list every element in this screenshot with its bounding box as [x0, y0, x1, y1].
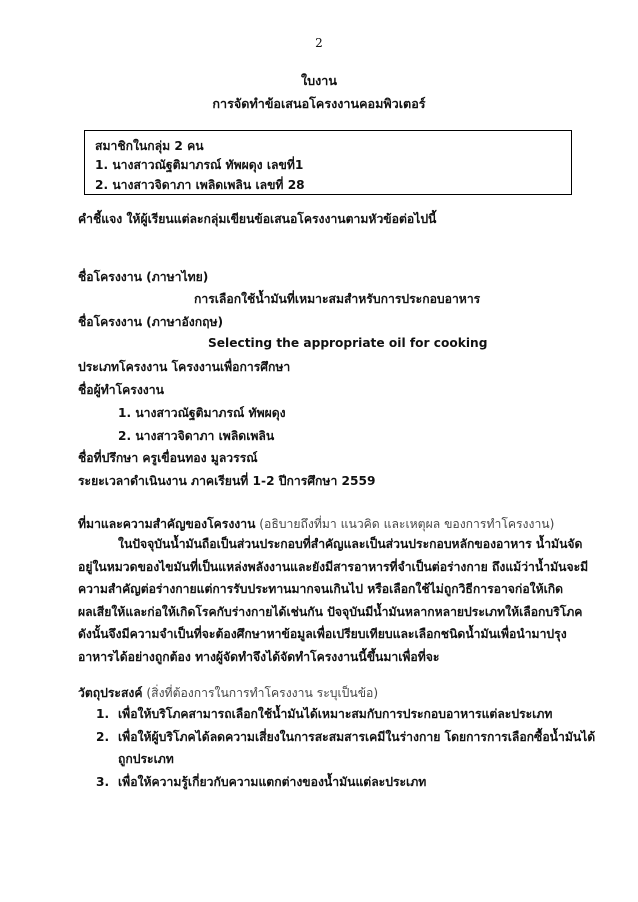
group-member-1: 1. นางสาวณัฐติมาภรณ์ ทัพผดุง เลขที่1 [95, 158, 304, 172]
objective-item [96, 771, 576, 794]
objectives-heading [78, 684, 378, 703]
background-line: ดังนั้นจึงมีความจำเป็นที่จะต้องศึกษาหาข้อมูลเพื่อเปรียบเทียบและเลือกชนิดน้ำมันเพื่อนำมาปรุง [78, 627, 567, 642]
objective-text: เพื่อให้บริโภคสามารถเลือกใช้น้ำมันได้เหมาะสมกับการประกอบอาหารแต่ละประเภท [118, 707, 553, 721]
instruction-text: คำชี้แจง ให้ผู้เรียนแต่ละกลุ่มเขียนข้อเสนอโครงงานตามหัวข้อต่อไปนี้ [78, 212, 437, 226]
background-line: อาหารได้อย่างถูกต้อง ทางผู้จัดทำจึงได้จัดทำโครงงานนี้ขึ้นมาเพื่อที่จะ [78, 649, 440, 664]
page-number: 2 [315, 36, 323, 50]
objective-item [96, 703, 576, 726]
group-members-label: สมาชิกในกลุ่ม 2 คน [95, 139, 204, 153]
objective-text: เพื่อให้ผู้บริโภคได้ลดความเสี่ยงในการสะสมสารเคมีในร่างกาย โดยการการเลือกซื้อน้ำมันได้ [118, 729, 596, 744]
worksheet-subtitle: การจัดทำข้อเสนอโครงงานคอมพิวเตอร์ [212, 96, 426, 111]
background-paragraph [78, 533, 589, 669]
project-name-th-label: ชื่อโครงงาน (ภาษาไทย) [78, 270, 209, 284]
background-label: ที่มาและความสำคัญของโครงงาน [78, 517, 256, 531]
objectives-label: วัตถุประสงค์ [78, 686, 143, 700]
objective-text: ถูกประเภท [118, 752, 174, 767]
background-heading [78, 515, 554, 534]
project-name-th-value: การเลือกใช้น้ำมันที่เหมาะสมสำหรับการประกอบอาหาร [194, 292, 481, 306]
objective-number: 1. [96, 707, 110, 721]
author-1: 1. นางสาวณัฐติมาภรณ์ ทัพผดุง [118, 406, 286, 420]
duration: ระยะเวลาดำเนินงาน ภาคเรียนที่ 1-2 ปีการศึกษา 2559 [78, 474, 376, 488]
objectives-hint: (สิ่งที่ต้องการในการทำโครงงาน ระบุเป็นข้อ) [142, 686, 379, 700]
background-hint: (อธิบายถึงที่มา แนวคิด และเหตุผล ของการทำโครงงาน) [255, 517, 555, 531]
background-line: ความสำคัญต่อร่างกายแต่การรับประทานมากจนเกินไป หรือเลือกใช้ไม่ถูกวิธีการอาจก่อให้เกิด [78, 582, 564, 597]
project-name-en-value: Selecting the appropriate oil for cooking [208, 336, 488, 350]
objectives-list [96, 703, 596, 793]
project-name-en-label: ชื่อโครงงาน (ภาษาอังกฤษ) [78, 315, 224, 329]
advisor: ชื่อที่ปรึกษา ครูเขื่อนทอง มูลวรรณ์ [78, 451, 258, 465]
group-members-box [84, 130, 572, 195]
objective-number: 2. [96, 729, 110, 744]
authors-label: ชื่อผู้ทำโครงงาน [78, 383, 164, 397]
worksheet-title: ใบงาน [301, 73, 337, 88]
author-2: 2. นางสาวจิดาภา เพลิดเพลิน [118, 429, 275, 443]
objective-number: 3. [96, 774, 110, 789]
objective-item [96, 726, 596, 771]
project-type: ประเภทโครงงาน โครงงานเพื่อการศึกษา [78, 360, 291, 374]
group-member-2: 2. นางสาวจิดาภา เพลิดเพลิน เลขที่ 28 [95, 178, 305, 192]
background-line: อยู่ในหมวดของไขมันที่เป็นแหล่งพลังงานและยังมีสารอาหารที่จำเป็นต่อร่างกาย ถึงแม้ว่าน้ำมันจะมี [78, 559, 589, 574]
background-line: ในปัจจุบันน้ำมันถือเป็นส่วนประกอบที่สำคัญและเป็นส่วนประกอบหลักของอาหาร น้ำมันจัด [118, 537, 583, 551]
background-line: ผลเสียให้และก่อให้เกิดโรคกับร่างกายได้เช่นกัน ปัจจุบันมีน้ำมันหลากหลายประเภทให้เลือกบริโภค [78, 604, 583, 619]
objective-text: เพื่อให้ความรู้เกี่ยวกับความแตกต่างของน้ำมันแต่ละประเภท [118, 774, 427, 789]
